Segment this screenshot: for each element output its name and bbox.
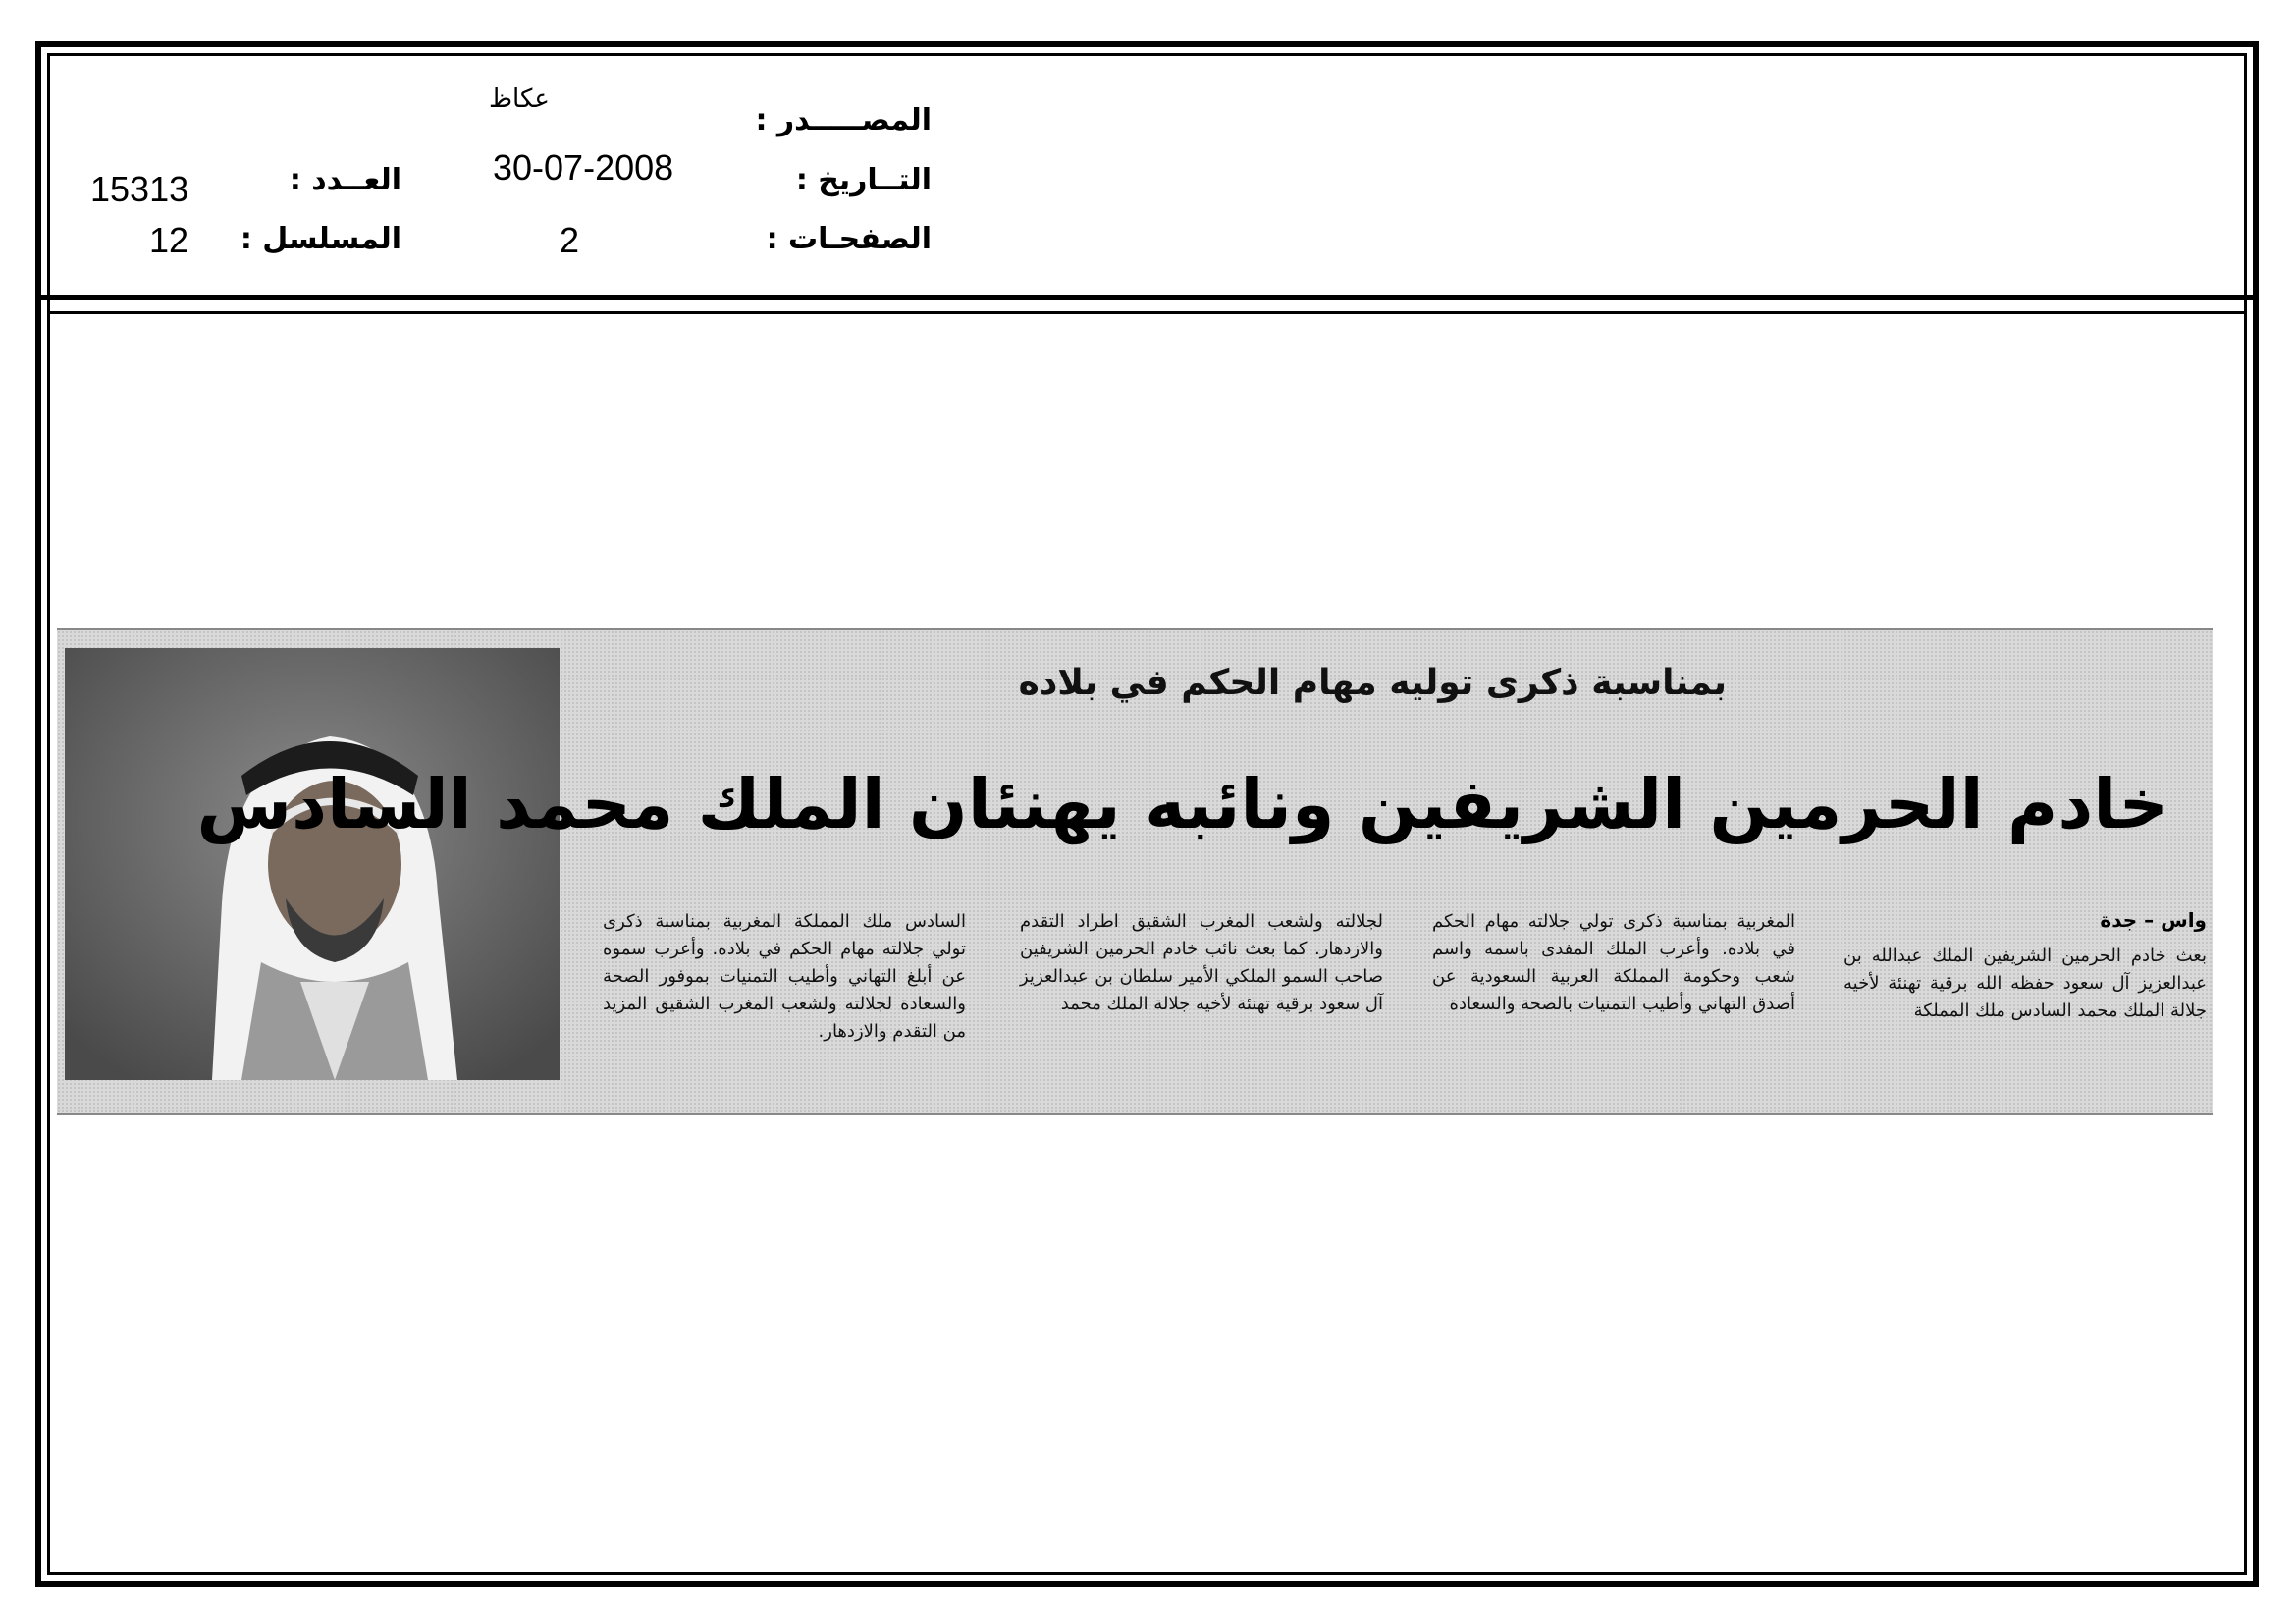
portrait-image (65, 648, 560, 1080)
article-byline: واس – جدة (2100, 908, 2207, 932)
date-value: 30-07-2008 (493, 147, 674, 188)
article-column-1: بعث خادم الحرمين الشريفين الملك عبدالله بن عبدالعزيز آل سعود حفظه الله برقية تهنئة لأخيه جلالة الملك محمد السادس ملك المملكة (1843, 946, 2207, 1021)
portrait-photo (65, 648, 560, 1080)
source-label: المصـــــدر : (755, 103, 932, 137)
issue-label: العــدد : (289, 163, 401, 197)
article-column-4: السادس ملك المملكة المغربية بمناسبة ذكرى تولي جلالته مهام الحكم في بلاده. وأعرب سموه عن أبلغ التهاني وأطيب التمنيات بموفور الصحة والسعادة لجلالته ولشعب المغرب الشقيق المزيد من التقدم والازدهار. (603, 911, 966, 1042)
pages-value: 2 (560, 220, 580, 260)
issue-value: 15313 (90, 169, 189, 209)
serial-label: المسلسل : (240, 222, 401, 256)
article-column-3: لجلالته ولشعب المغرب الشقيق اطراد التقدم والازدهار. كما بعث نائب خادم الحرمين الشريفين صاحب السمو الملكي الأمير سلطان بن عبدالعزيز آل سعود برقية تهنئة لأخيه جلالة الملك محمد (1020, 911, 1383, 1014)
source-value: عكاظ (489, 84, 550, 114)
header-divider (35, 295, 2259, 300)
header-divider-thin (47, 311, 2247, 314)
article-headline: خادم الحرمين الشريفين ونائبه يهنئان الملك محمد السادس (196, 764, 2168, 844)
article-column-2: المغربية بمناسبة ذكرى تولي جلالته مهام الحكم في بلاده. وأعرب الملك المفدى باسمه واسم شعب وحكومة المملكة العربية السعودية عن أصدق التهاني وأطيب التمنيات بالصحة والسعادة (1432, 911, 1795, 1014)
pages-label: الصفحـات : (766, 222, 932, 256)
date-label: التــاريخ : (795, 163, 932, 197)
article-subtitle: بمناسبة ذكرى توليه مهام الحكم في بلاده (1018, 663, 1727, 703)
serial-value: 12 (149, 220, 189, 260)
